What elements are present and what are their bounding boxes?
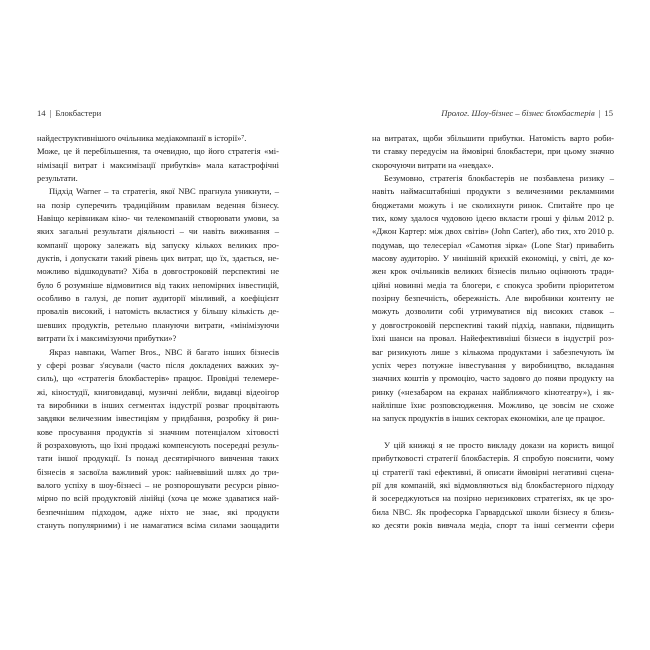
text-line: силь), що «стратегія блокбастерів» працює. Провідні телемере- xyxy=(37,373,279,384)
text-line: Підхід Warner – та стратегія, якої NBC прагнула уникнути, – xyxy=(49,186,279,197)
header-separator: | xyxy=(49,108,52,118)
right-page-body xyxy=(372,132,614,532)
paragraph-gap xyxy=(372,426,614,439)
text-line: рії для компаній, які відмовляються від блокбастерного підходу xyxy=(372,479,614,490)
left-page-header xyxy=(37,108,101,118)
text-line: ко десяти років вивчала медіа, спорт та інші сегменти сфери xyxy=(372,519,614,530)
text-line: У цій книжці я не просто викладу докази на користь вищої xyxy=(384,439,614,450)
text-line: у довгостроковій перспективі такий підхід, навпаки, підвищить xyxy=(372,319,614,330)
text-line: скорочуючи витрати на «невдах». xyxy=(372,159,494,170)
left-page-body xyxy=(37,132,279,532)
left-page-number: 14 xyxy=(37,108,46,118)
text-line: бізнесів я засвоїла важливий урок: найневвіший шлях до три- xyxy=(37,466,279,477)
text-line: їхні шанси на провал. Найефективніші бізнеси в індустрії роз- xyxy=(372,333,614,344)
text-line: ваг ризикують лише з кількома продуктами і забезпечують їм xyxy=(372,346,614,357)
text-line: й розраховують, що їхні продажі компенсують посередні резуль- xyxy=(37,439,279,450)
text-line: дуктів, і допускати такий рівень цих витрат, що їх, здається, не- xyxy=(37,253,279,264)
text-line: яких загальні результати діяльності – чи навіть виживання – xyxy=(37,226,279,237)
text-line: ти ставку передусім на ймовірні блокбастери, при цьому значно xyxy=(372,146,614,157)
text-line: подумав, що телесеріал «Самотня зірка» (Lone Star) привабить xyxy=(372,239,614,250)
text-line: кове просування продуктів зі значним потенціалом хітовості xyxy=(37,426,279,437)
text-line: й зосереджуються на позірно неризикових стратегіях, як це зро- xyxy=(372,493,614,504)
text-line: успіх через потужне інвестування у виробництво, вкладання xyxy=(372,359,614,370)
text-line: прибутковості стратегії блокбастерів. Я спробую пояснити, чому xyxy=(372,453,614,464)
text-line: завдяки величезним інвестиціям у придбання, розробку й рин- xyxy=(37,413,279,424)
text-line: особливо в галузі, де попит аудиторії мінливий, а коефіцієнт xyxy=(37,293,279,304)
text-line: Безумовно, стратегія блокбастерів не позбавлена ризику – xyxy=(384,173,614,184)
text-line: «Джон Картер: між двох світів» (John Carter), або тих, хто 2010 р. xyxy=(372,226,614,237)
text-line: значних коштів у промоцію, часто задовго до появи продукту на xyxy=(372,373,614,384)
text-line: ринку («незабаром на екранах найближчого кінотеатру»), і як- xyxy=(372,386,614,397)
text-line: жен крок очільників великих бізнесів пильно оцінюють тради- xyxy=(372,266,614,277)
text-line: у сфері розваг з'ясували (часто після докладених важких зу- xyxy=(37,359,279,370)
text-line: бюджетами можуть і не сколихнути ринок. Спитайте про це xyxy=(372,199,614,210)
right-running-title: Пролог. Шоу-бізнес – бізнес блокбастерів xyxy=(441,108,595,118)
text-line: Навіщо керівникам кіно- чи телекомпаній створювати умови, за xyxy=(37,213,279,224)
text-line: та виробники в інших сегментах індустрії розваг процвітають xyxy=(37,399,279,410)
text-line: навіть наймасштабніші продукти з величезними рекламними xyxy=(372,186,614,197)
text-line: жі, кіностудії, книговидавці, музичні лейбли, видавці відеоігор xyxy=(37,386,279,397)
text-line: найдеструктивнішого очільника медіакомпанії в історії»⁷. xyxy=(37,133,247,143)
text-line: ці стратегії такі ефективні, й описати ймовірні негативні сцена- xyxy=(372,466,614,477)
text-line: ційні новинні медіа та блогери, є спокуса зробити пріоритетом xyxy=(372,279,614,290)
right-page-header xyxy=(441,108,613,118)
text-line: шевших продуктів, ретельно плануючи витрати, «мінімізуючи xyxy=(37,319,279,330)
text-line: стануть популярними) і не намагатися всіма силами заощадити xyxy=(37,519,279,530)
text-line: тати іншої продукції. Із понад десятирічного вивчення таких xyxy=(37,453,279,464)
text-line: найліпше їхнє розповсюдження. Можливо, це зовсім не схоже xyxy=(372,399,614,410)
right-page-number: 15 xyxy=(604,108,613,118)
header-separator: | xyxy=(598,108,601,118)
text-line: результати. xyxy=(37,173,78,184)
text-line: масову аудиторію. У нинішній крихкій економіці, у світі, де ко- xyxy=(372,253,614,264)
text-line: компанії щороку залежать від запуску кількох великих про- xyxy=(37,239,279,250)
text-line: била NBC. Як професорка Гарвардської школи бізнесу я близь- xyxy=(372,506,614,517)
text-line: німізації витрат і максимізації прибутків» мала катастрофічні xyxy=(37,159,279,170)
text-line: провалів високий, і натомість вкластися у більшу кількість де- xyxy=(37,306,279,317)
text-line: Може, це й перебільшення, та очевидно, що його стратегія «мі- xyxy=(37,146,279,157)
text-line: на позір суперечить традиційним правилам ведення бізнесу. xyxy=(37,199,279,210)
text-line: валого успіху в шоу-бізнесі – не розпорошувати ресурси рівно- xyxy=(37,479,279,490)
text-line: можуть дозволити собі утримуватися від високих ставок – xyxy=(372,306,614,317)
text-line: безпечнішим підходом, адже ніхто не знає, які продукти xyxy=(37,506,279,517)
text-line: на запуск продуктів в інших секторах економіки, але це працює. xyxy=(372,413,606,424)
text-line: на витратах, щоби збільшити прибутки. Натомість варто роби- xyxy=(372,133,614,143)
text-line: було б розумніше відмовитися від таких непомірних інвестицій, xyxy=(37,279,279,290)
text-line: позірну безпечність, обережність. Але виробники контенту не xyxy=(372,293,614,304)
text-line: витрати їх і максимізуючи прибутки»? xyxy=(37,333,177,344)
text-line: можливо відшкодувати? Хіба в довгостроковій перспективі не xyxy=(37,266,279,277)
text-line: мірно по всій продуктовій лінійці (хоча це може здаватися най- xyxy=(37,493,279,504)
text-line: Якраз навпаки, Warner Bros., NBC й багато інших бізнесів xyxy=(49,346,279,357)
left-running-title: Блокбастери xyxy=(55,108,102,118)
text-line: тих, кому здалося чудовою ідеєю вкласти гроші у фільм 2012 р. xyxy=(372,213,614,224)
